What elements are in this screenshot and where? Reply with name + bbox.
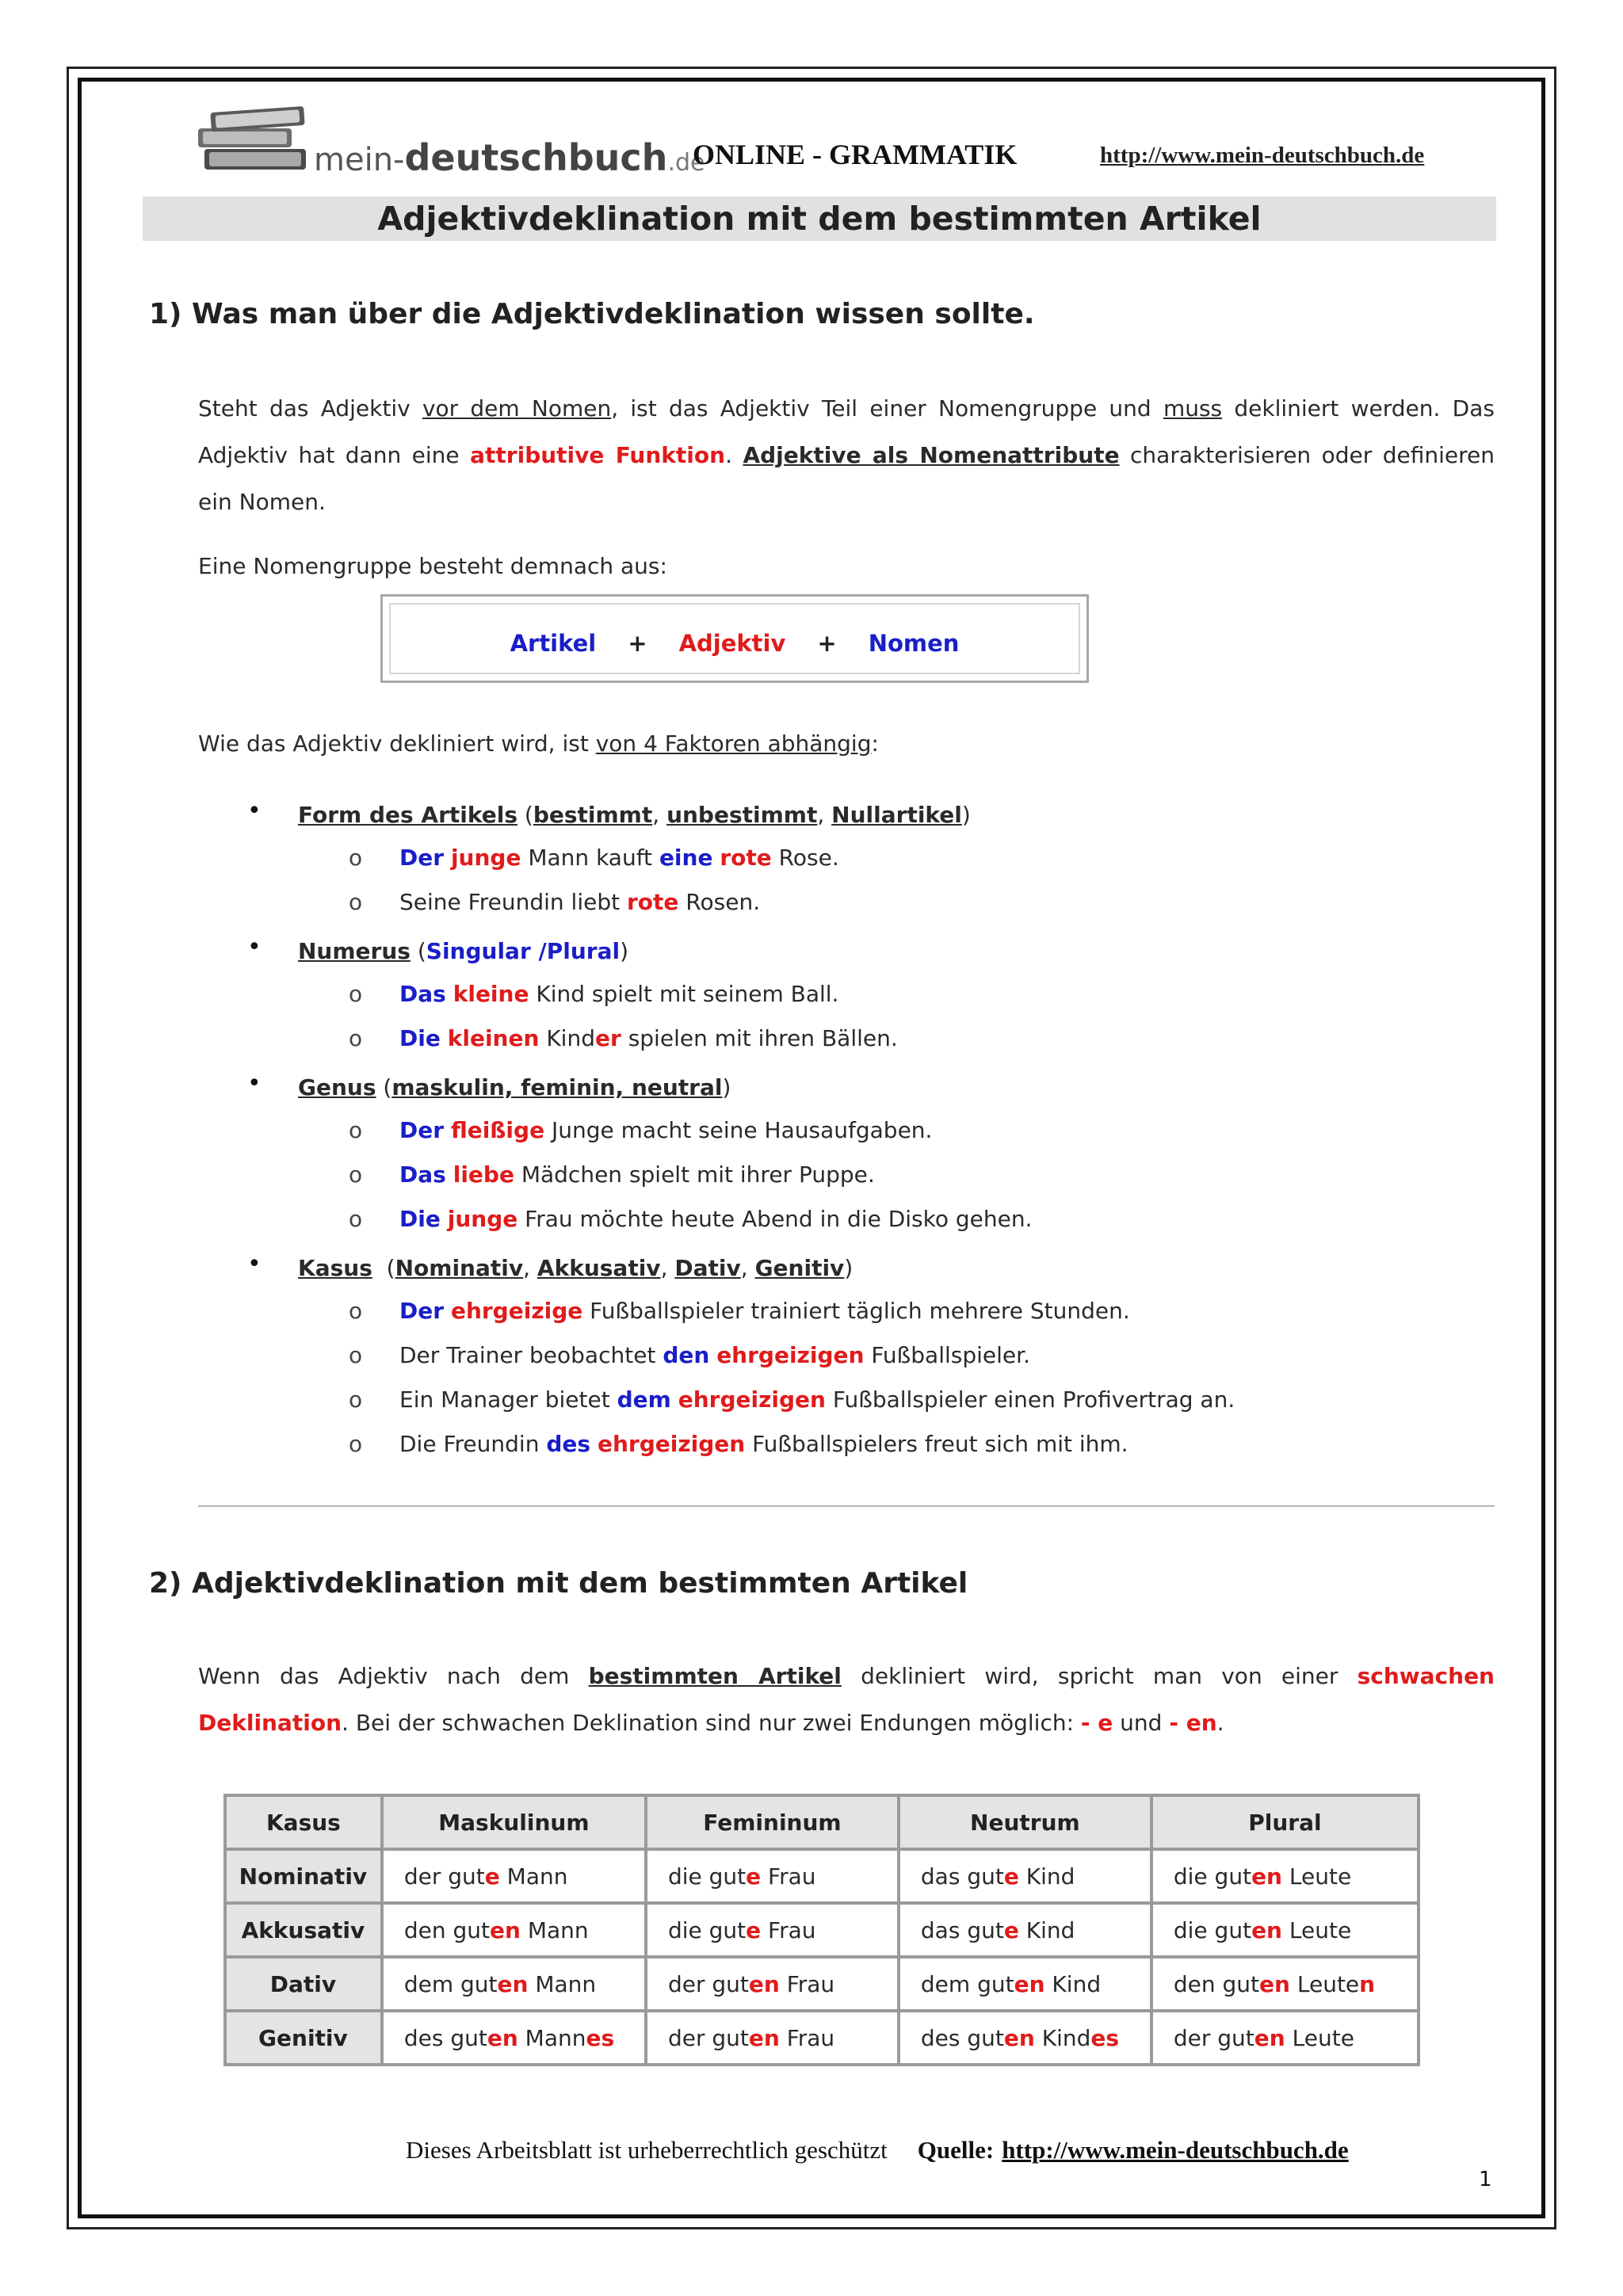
kasus-cell: Nominativ bbox=[227, 1851, 384, 1905]
table-header-row bbox=[227, 1797, 1417, 1851]
example-line: Die Freundin des ehrgeizigen Fußballspielers freut sich mit ihm. bbox=[399, 1431, 1128, 1457]
header bbox=[197, 97, 1465, 185]
example-line: Das kleine Kind spielt mit seinem Ball. bbox=[399, 981, 839, 1007]
table-cell: die gute Frau bbox=[647, 1905, 900, 1958]
table-cell: den guten Leuten bbox=[1153, 1958, 1417, 2012]
table-cell: des guten Mannes bbox=[384, 2012, 647, 2063]
sub-bullet-icon: o bbox=[349, 1025, 363, 1051]
nomen-label: Nomen bbox=[868, 630, 960, 657]
page-title: Adjektivdeklination mit dem bestimmten Artikel bbox=[143, 196, 1496, 241]
logo-text: mein-deutschbuch.de bbox=[314, 136, 705, 179]
footer bbox=[406, 2136, 1349, 2164]
sub-bullet-icon: o bbox=[349, 1431, 363, 1457]
bullet-form-des-artikels: Form des Artikels (bestimmt, unbestimmt, Nullartikel) bbox=[298, 802, 971, 828]
table-cell: den guten Mann bbox=[384, 1905, 647, 1958]
faktoren-intro: Wie das Adjektiv dekliniert wird, ist von 4 Faktoren abhängig: bbox=[198, 730, 879, 757]
example-line: Ein Manager bietet dem ehrgeizigen Fußballspieler einen Profivertrag an. bbox=[399, 1386, 1235, 1413]
section-divider bbox=[198, 1505, 1495, 1507]
table-cell: dem guten Mann bbox=[384, 1958, 647, 2012]
source-label: Quelle: bbox=[917, 2136, 995, 2164]
sub-bullet-icon: o bbox=[349, 1342, 363, 1368]
page-number: 1 bbox=[1479, 2168, 1492, 2191]
example-line: Die kleinen Kinder spielen mit ihren Bällen. bbox=[399, 1025, 898, 1051]
table-cell: die gute Frau bbox=[647, 1851, 900, 1905]
nomengruppe-intro: Eine Nomengruppe besteht demnach aus: bbox=[198, 553, 667, 579]
bullet-icon: • bbox=[247, 797, 262, 825]
table-header-cell: Neutrum bbox=[900, 1797, 1153, 1851]
artikel-label: Artikel bbox=[510, 630, 597, 657]
sub-bullet-icon: o bbox=[349, 1386, 363, 1413]
section2-heading: 2) Adjektivdeklination mit dem bestimmten Artikel bbox=[149, 1567, 968, 1600]
example-line: Die junge Frau möchte heute Abend in die Disko gehen. bbox=[399, 1206, 1033, 1232]
footer-url-link[interactable]: http://www.mein-deutschbuch.de bbox=[1002, 2136, 1349, 2164]
nomengruppe-box: Artikel + Adjektiv + Nomen bbox=[380, 594, 1089, 683]
copyright-text: Dieses Arbeitsblatt ist urheberrechtlich geschützt bbox=[406, 2136, 888, 2164]
sub-bullet-icon: o bbox=[349, 1161, 363, 1188]
declension-table bbox=[223, 1794, 1420, 2066]
adjektiv-label: Adjektiv bbox=[678, 630, 786, 657]
table-header-cell: Maskulinum bbox=[384, 1797, 647, 1851]
sub-bullet-icon: o bbox=[349, 1206, 363, 1232]
example-line: Der fleißige Junge macht seine Hausaufgaben. bbox=[399, 1117, 933, 1143]
bullet-icon: • bbox=[247, 933, 262, 961]
example-line: Seine Freundin liebt rote Rosen. bbox=[399, 889, 761, 915]
sub-bullet-icon: o bbox=[349, 845, 363, 871]
bullet-icon: • bbox=[247, 1070, 262, 1097]
table-cell: der guten Frau bbox=[647, 2012, 900, 2063]
table-header-cell: Kasus bbox=[227, 1797, 384, 1851]
table-row bbox=[227, 1958, 1417, 2012]
example-line: Das liebe Mädchen spielt mit ihrer Puppe. bbox=[399, 1161, 875, 1188]
books-logo-icon bbox=[197, 101, 315, 174]
kasus-cell: Akkusativ bbox=[227, 1905, 384, 1958]
bullet-genus: Genus (maskulin, feminin, neutral) bbox=[298, 1074, 731, 1100]
sub-bullet-icon: o bbox=[349, 889, 363, 915]
example-line: Der Trainer beobachtet den ehrgeizigen Fußballspieler. bbox=[399, 1342, 1030, 1368]
sub-bullet-icon: o bbox=[349, 1117, 363, 1143]
table-row bbox=[227, 1851, 1417, 1905]
bullet-kasus: Kasus (Nominativ, Akkusativ, Dativ, Genitiv) bbox=[298, 1255, 854, 1281]
table-cell: der guten Frau bbox=[647, 1958, 900, 2012]
table-cell: der guten Leute bbox=[1173, 2024, 1354, 2051]
header-url-link[interactable]: http://www.mein-deutschbuch.de bbox=[1100, 143, 1425, 168]
table-row bbox=[227, 2012, 1417, 2063]
table-cell: dem guten Kind bbox=[900, 1958, 1153, 2012]
example-line: Der junge Mann kauft eine rote Rose. bbox=[399, 845, 839, 871]
table-cell: des guten Kindes bbox=[900, 2012, 1153, 2063]
bullet-icon: • bbox=[247, 1250, 262, 1278]
section2-intro-paragraph: Wenn das Adjektiv nach dem bestimmten Artikel dekliniert wird, spricht man von einer schwachen Deklination. Bei der schwachen Deklination sind nur zwei Endungen möglich: - e und - en. bbox=[198, 1663, 1495, 1736]
table-cell: das gute Kind bbox=[900, 1905, 1153, 1958]
bullet-numerus: Numerus (Singular /Plural) bbox=[298, 938, 629, 964]
table-header-cell: Femininum bbox=[647, 1797, 900, 1851]
kasus-cell: Dativ bbox=[227, 1958, 384, 2012]
example-line: Der ehrgeizige Fußballspieler trainiert täglich mehrere Stunden. bbox=[399, 1298, 1130, 1324]
table-cell: das gute Kind bbox=[900, 1851, 1153, 1905]
table-cell: die guten Leute bbox=[1153, 1851, 1417, 1905]
table-cell: der gute Mann bbox=[384, 1851, 647, 1905]
sub-bullet-icon: o bbox=[349, 981, 363, 1007]
sub-bullet-icon: o bbox=[349, 1298, 363, 1324]
table-header-cell: Plural bbox=[1153, 1797, 1417, 1851]
table-cell: die guten Leute bbox=[1153, 1905, 1417, 1958]
table-row bbox=[227, 1905, 1417, 1958]
kasus-cell: Genitiv bbox=[227, 2012, 384, 2063]
online-grammatik-label: ONLINE - GRAMMATIK bbox=[693, 139, 1018, 170]
section1-intro-paragraph: Steht das Adjektiv vor dem Nomen, ist das Adjektiv Teil einer Nomengruppe und muss dekliniert werden. Das Adjektiv hat dann eine attributive Funktion. Adjektive als Nomenattribute charakterisieren oder definieren ein Nomen. bbox=[198, 395, 1495, 515]
section1-heading: 1) Was man über die Adjektivdeklination wissen sollte. bbox=[149, 298, 1035, 330]
